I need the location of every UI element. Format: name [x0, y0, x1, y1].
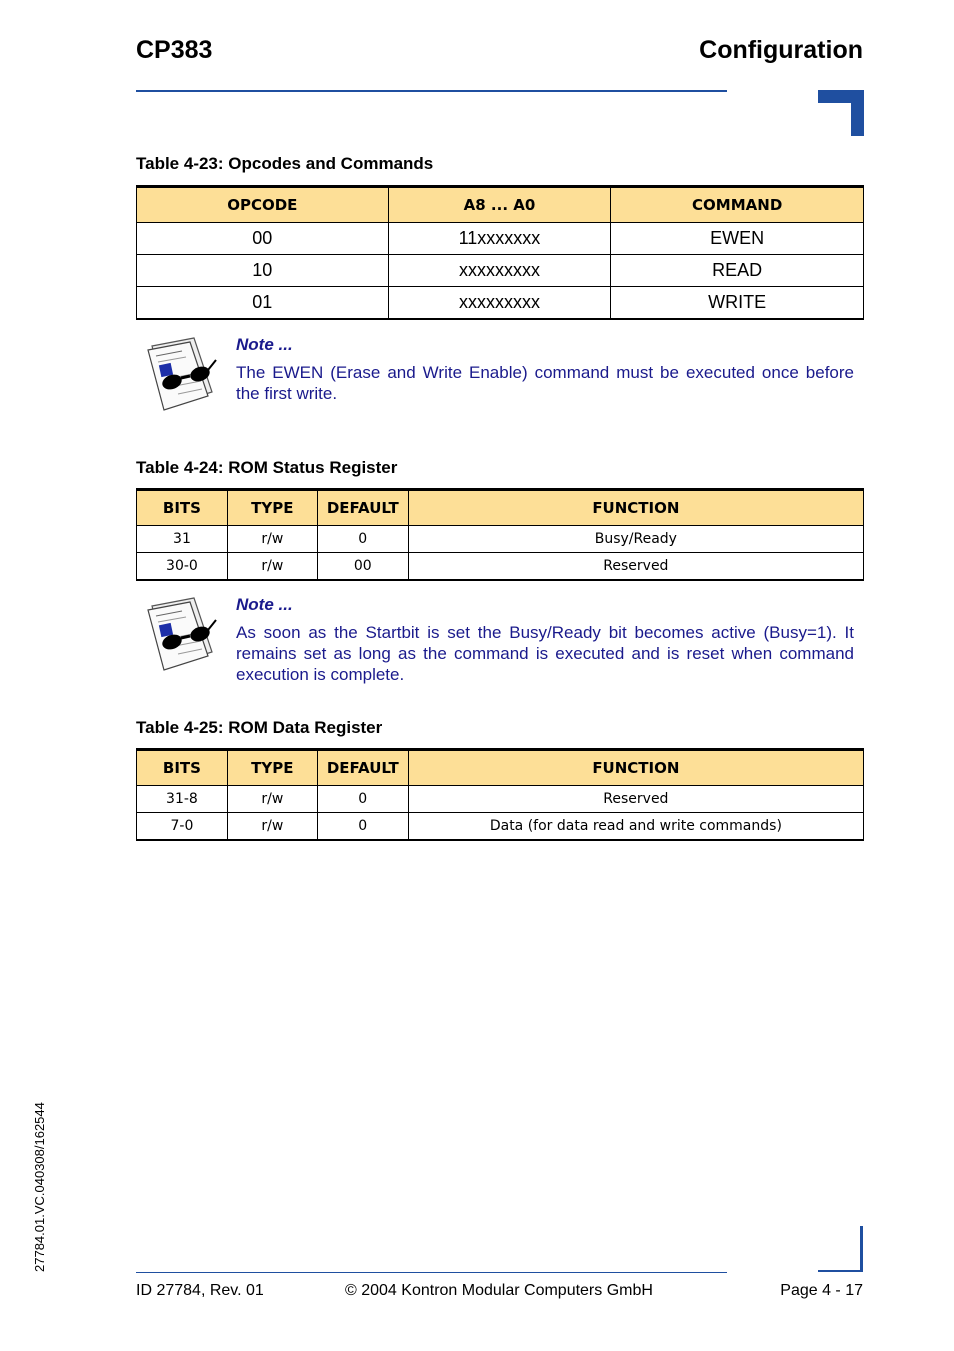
table-cell: 00 — [137, 223, 389, 255]
table-cell: r/w — [227, 553, 317, 581]
table-row — [137, 223, 864, 255]
table-cell: 0 — [317, 813, 408, 841]
footer-doc-id: ID 27784, Rev. 01 — [136, 1282, 264, 1299]
table-cell: 10 — [137, 255, 389, 287]
column-header: TYPE — [227, 750, 317, 786]
table-row — [137, 553, 864, 581]
table-cell: r/w — [227, 813, 317, 841]
document-side-id: 27784.01.VC.040308/162544 — [32, 1102, 47, 1272]
rom-status-register-table — [136, 488, 864, 581]
column-header: TYPE — [227, 490, 317, 526]
table-header-row — [137, 490, 864, 526]
table-header-row — [137, 750, 864, 786]
column-header: A8 ... A0 — [388, 187, 611, 223]
note-glasses-icon — [142, 594, 222, 674]
table-row — [137, 287, 864, 320]
table-row — [137, 813, 864, 841]
header-rule — [136, 90, 727, 92]
note-text: As soon as the Startbit is set the Busy/Ready bit becomes active (Busy=1). It remains set as long as the command is executed and is reset when command execution is complete. — [236, 623, 854, 684]
table-cell: 30-0 — [137, 553, 228, 581]
table-cell: READ — [611, 255, 864, 287]
note-text: The EWEN (Erase and Write Enable) command must be executed once before the first write. — [236, 363, 854, 403]
table-caption: Table 4-24: ROM Status Register — [136, 458, 398, 477]
corner-mark-bottom — [860, 1226, 863, 1272]
table-caption: Table 4-25: ROM Data Register — [136, 718, 383, 737]
column-header: DEFAULT — [317, 490, 408, 526]
footer-copyright: © 2004 Kontron Modular Computers GmbH — [345, 1282, 653, 1299]
table-cell: 0 — [317, 526, 408, 553]
column-header: BITS — [137, 750, 228, 786]
table-cell: r/w — [227, 786, 317, 813]
column-header: BITS — [137, 490, 228, 526]
note-title: Note ... — [236, 595, 293, 614]
column-header: COMMAND — [611, 187, 864, 223]
table-cell: Reserved — [408, 786, 863, 813]
column-header: DEFAULT — [317, 750, 408, 786]
corner-mark-bottom-horizontal — [818, 1270, 863, 1272]
table-cell: WRITE — [611, 287, 864, 320]
table-cell: 00 — [317, 553, 408, 581]
table-cell: xxxxxxxxx — [388, 255, 611, 287]
corner-mark-top-vertical — [851, 90, 864, 136]
rom-data-register-table — [136, 748, 864, 841]
table-cell: 11xxxxxxx — [388, 223, 611, 255]
note-title: Note ... — [236, 335, 293, 354]
table-caption: Table 4-23: Opcodes and Commands — [136, 154, 434, 173]
table-cell: 0 — [317, 786, 408, 813]
table-cell: 31 — [137, 526, 228, 553]
section-title: Configuration — [699, 36, 863, 64]
table-cell: r/w — [227, 526, 317, 553]
table-row — [137, 786, 864, 813]
opcodes-table — [136, 185, 864, 320]
table-cell: Data (for data read and write commands) — [408, 813, 863, 841]
table-cell: 31-8 — [137, 786, 228, 813]
product-title: CP383 — [136, 36, 213, 64]
table-cell: Reserved — [408, 553, 863, 581]
table-cell: 01 — [137, 287, 389, 320]
table-row — [137, 526, 864, 553]
column-header: FUNCTION — [408, 750, 863, 786]
table-cell: Busy/Ready — [408, 526, 863, 553]
note-glasses-icon — [142, 334, 222, 414]
table-cell: xxxxxxxxx — [388, 287, 611, 320]
footer-rule — [136, 1272, 727, 1273]
column-header: OPCODE — [137, 187, 389, 223]
footer-page-number: Page 4 - 17 — [780, 1282, 863, 1299]
table-header-row — [137, 187, 864, 223]
column-header: FUNCTION — [408, 490, 863, 526]
table-cell: EWEN — [611, 223, 864, 255]
table-cell: 7-0 — [137, 813, 228, 841]
table-row — [137, 255, 864, 287]
